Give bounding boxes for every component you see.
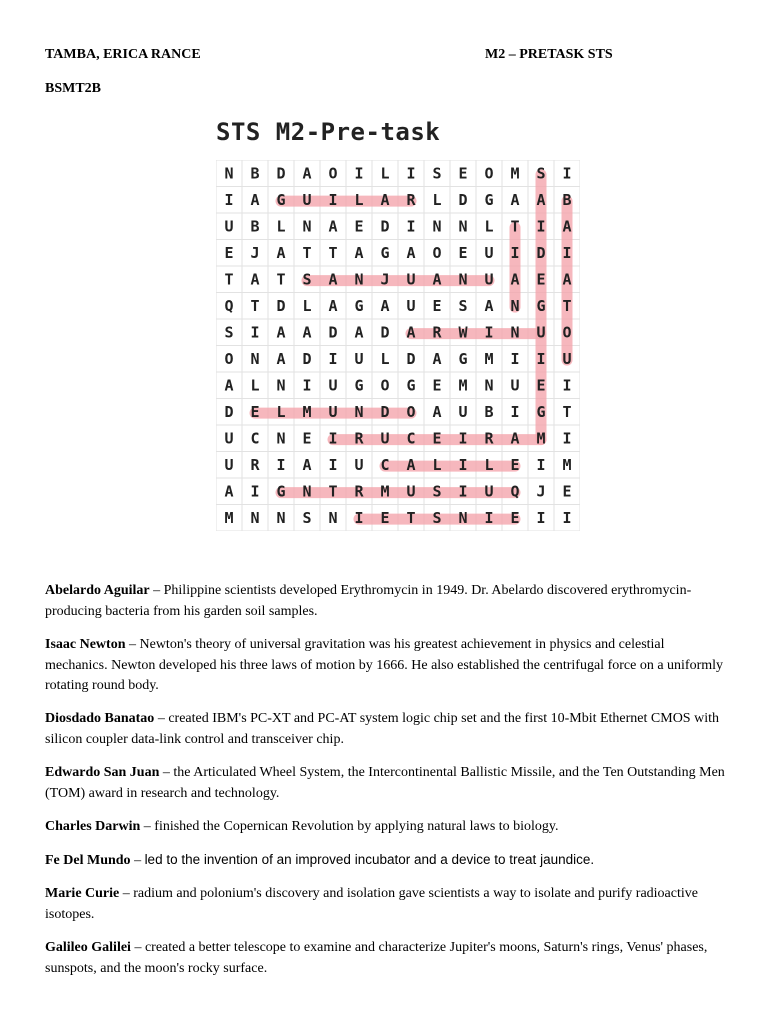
grid-letter: G (354, 296, 364, 315)
grid-letter: A (406, 455, 416, 474)
grid-letter: I (250, 323, 260, 342)
grid-letter: I (562, 376, 572, 395)
grid-letter: U (536, 323, 546, 342)
grid-letter: A (224, 482, 234, 501)
entry-name: Edwardo San Juan (45, 765, 160, 780)
grid-letter: L (250, 376, 260, 395)
grid-letter: A (250, 270, 260, 289)
grid-letter: U (224, 455, 234, 474)
grid-letter: I (536, 217, 546, 236)
grid-letter: R (484, 429, 494, 448)
grid-letter: A (354, 243, 364, 262)
grid-letter: U (380, 429, 390, 448)
entry-curie: Marie Curie – radium and polonium's discovery and isolation gave scientists a way to isolate and purify radioactive isotopes. (45, 886, 698, 922)
grid-letter: I (250, 482, 260, 501)
grid-letter: E (354, 217, 364, 236)
grid-letter: T (510, 217, 520, 236)
grid-letter: M (562, 455, 572, 474)
entry-aguilar: Abelardo Aguilar – Philippine scientists developed Erythromycin in 1949. Dr. Abelardo discovered erythromycin-producing bacteria from his garden soil samples. (45, 583, 692, 619)
grid-letter: I (536, 349, 546, 368)
grid-letter: Q (510, 482, 520, 501)
student-name: TAMBA, ERICA RANCE (45, 47, 201, 62)
grid-letter: I (354, 508, 364, 527)
grid-letter: E (510, 508, 520, 527)
grid-letter: N (276, 376, 286, 395)
grid-letter: T (328, 243, 338, 262)
grid-letter: M (510, 164, 520, 183)
entry-name: Isaac Newton (45, 637, 126, 652)
grid-letter: I (458, 429, 468, 448)
grid-letter: A (380, 296, 390, 315)
grid-letter: N (510, 323, 520, 342)
grid-letter: I (354, 164, 364, 183)
entry-name: Abelardo Aguilar (45, 583, 150, 598)
grid-letter: N (458, 508, 468, 527)
grid-letter: E (380, 508, 390, 527)
grid-letter: I (510, 402, 520, 421)
grid-letter: I (562, 164, 572, 183)
grid-letter: I (510, 349, 520, 368)
entry-name: Galileo Galilei (45, 940, 131, 955)
task-title: M2 – PRETASK STS (485, 47, 613, 62)
grid-letter: N (276, 508, 286, 527)
entry-name: Diosdado Banatao (45, 711, 155, 726)
grid-letter: I (484, 508, 494, 527)
grid-letter: A (406, 243, 416, 262)
grid-letter: S (432, 164, 442, 183)
grid-letter: I (562, 429, 572, 448)
grid-letter: R (354, 482, 364, 501)
grid-letter: E (536, 270, 546, 289)
grid-letter: I (406, 217, 416, 236)
grid-letter: G (276, 190, 286, 209)
grid-letter: N (484, 376, 494, 395)
entry-name: Fe Del Mundo (45, 853, 131, 868)
grid-letter: R (406, 190, 416, 209)
grid-letter: T (562, 402, 572, 421)
grid-letter: D (276, 296, 286, 315)
grid-letter: U (484, 482, 494, 501)
grid-letter: S (432, 508, 442, 527)
grid-letter: E (562, 482, 572, 501)
grid-letter: G (458, 349, 468, 368)
grid-letter: N (354, 402, 364, 421)
grid-letter: N (276, 429, 286, 448)
grid-letter: O (328, 164, 338, 183)
grid-letter: E (432, 429, 442, 448)
grid-letter: M (380, 482, 390, 501)
grid-letter: I (458, 455, 468, 474)
grid-letter: U (354, 455, 364, 474)
grid-letter: S (432, 482, 442, 501)
grid-letter: U (562, 349, 572, 368)
grid-letter: A (276, 323, 286, 342)
grid-letter: O (406, 402, 416, 421)
grid-letter: A (536, 190, 546, 209)
grid-letter: D (380, 217, 390, 236)
grid-letter: E (432, 376, 442, 395)
grid-letter: I (562, 508, 572, 527)
grid-letter: N (432, 217, 442, 236)
grid-letter: T (562, 296, 572, 315)
grid-letter: U (510, 376, 520, 395)
grid-letter: A (432, 349, 442, 368)
entry-desc: Philippine scientists developed Erythromycin in 1949. Dr. Abelardo discovered erythromycin-producing bacteria from his garden soil samples. (45, 583, 692, 619)
grid-letter: L (380, 349, 390, 368)
grid-letter: U (406, 270, 416, 289)
grid-letter: E (224, 243, 234, 262)
grid-letter: N (328, 508, 338, 527)
word-search-svg (216, 160, 580, 531)
grid-letter: S (302, 508, 312, 527)
grid-letter: O (380, 376, 390, 395)
grid-letter: A (328, 217, 338, 236)
grid-letter: A (328, 296, 338, 315)
grid-letter: S (536, 164, 546, 183)
entry-name: Charles Darwin (45, 819, 141, 834)
grid-letter: R (250, 455, 260, 474)
grid-letter: R (354, 429, 364, 448)
grid-letter: U (224, 429, 234, 448)
grid-letter: N (458, 270, 468, 289)
grid-letter: C (406, 429, 416, 448)
entry-darwin: Charles Darwin – finished the Copernican Revolution by applying natural laws to biology. (45, 819, 559, 834)
grid-letter: U (354, 349, 364, 368)
entry-desc: Newton's theory of universal gravitation was his greatest achievement in physics and celestial mechanics. Newton developed his three laws of motion by 1666. He also established the centrifugal force on a uniformly rotating round body. (45, 637, 724, 693)
grid-letter: A (510, 429, 520, 448)
grid-letter: O (562, 323, 572, 342)
grid-letter: M (484, 349, 494, 368)
grid-letter: S (302, 270, 312, 289)
entry-desc: the Articulated Wheel System, the Intercontinental Ballistic Missile, and the Ten Outstanding Men (TOM) award in research and technology. (45, 765, 725, 801)
grid-letter: N (510, 296, 520, 315)
word-search-grid (216, 160, 580, 531)
grid-letter: U (406, 296, 416, 315)
grid-letter: L (276, 402, 286, 421)
entry-galilei: Galileo Galilei – created a better telescope to examine and characterize Jupiter's moons, Saturn's rings, Venus' phases, sunspots, and the moon's rocky surface. (45, 940, 708, 976)
grid-letter: E (536, 376, 546, 395)
grid-letter: S (224, 323, 234, 342)
grid-letter: A (328, 270, 338, 289)
entry-desc: led to the invention of an improved incubator and a device to treat jaundice. (144, 852, 595, 867)
entry-name: Marie Curie (45, 886, 120, 901)
entry-desc: radium and polonium's discovery and isolation gave scientists a way to isolate and purify radioactive isotopes. (45, 886, 698, 922)
grid-letter: N (250, 349, 260, 368)
grid-letter: M (536, 429, 546, 448)
grid-letter: N (302, 482, 312, 501)
grid-letter: N (458, 217, 468, 236)
grid-letter: E (302, 429, 312, 448)
grid-letter: T (328, 482, 338, 501)
grid-letter: E (458, 243, 468, 262)
grid-letter: G (406, 376, 416, 395)
grid-letter: I (458, 482, 468, 501)
grid-letter: O (484, 164, 494, 183)
grid-letter: A (562, 270, 572, 289)
grid-letter: A (380, 190, 390, 209)
grid-letter: A (224, 376, 234, 395)
grid-letter: A (432, 270, 442, 289)
grid-letter: U (328, 376, 338, 395)
grid-letter: D (224, 402, 234, 421)
grid-letter: J (380, 270, 390, 289)
grid-letter: B (250, 164, 260, 183)
grid-letter: I (302, 376, 312, 395)
grid-letter: D (458, 190, 468, 209)
entry-newton: Isaac Newton – Newton's theory of universal gravitation was his greatest achievement in physics and celestial mechanics. Newton developed his three laws of motion by 1666. He also established the centrifugal force on a uniformly rotating round body. (45, 637, 724, 693)
grid-letter: A (562, 217, 572, 236)
student-section: BSMT2B (45, 81, 102, 96)
grid-letter: A (302, 455, 312, 474)
entry-del-mundo: Fe Del Mundo – led to the invention of an improved incubator and a device to treat jaundice. (45, 852, 595, 868)
grid-letter: O (432, 243, 442, 262)
grid-letter: E (510, 455, 520, 474)
grid-letter: I (562, 243, 572, 262)
grid-letter: G (484, 190, 494, 209)
puzzle-title: STS M2-Pre-task (216, 118, 441, 146)
grid-letter: A (406, 323, 416, 342)
grid-letter: L (380, 164, 390, 183)
grid-letter: I (328, 429, 338, 448)
grid-letter: J (536, 482, 546, 501)
grid-letter: I (484, 323, 494, 342)
grid-letter: L (302, 296, 312, 315)
grid-letter: I (328, 190, 338, 209)
grid-letter: B (250, 217, 260, 236)
grid-letter: B (484, 402, 494, 421)
grid-letter: A (302, 323, 312, 342)
grid-letter: I (510, 243, 520, 262)
grid-letter: T (224, 270, 234, 289)
entry-san-juan: Edwardo San Juan – the Articulated Wheel System, the Intercontinental Ballistic Missile, and the Ten Outstanding Men (TOM) award in research and technology. (45, 765, 725, 801)
grid-letter: N (224, 164, 234, 183)
grid-letter: Q (224, 296, 234, 315)
grid-letter: U (458, 402, 468, 421)
grid-letter: G (536, 296, 546, 315)
grid-letter: G (536, 402, 546, 421)
grid-letter: N (250, 508, 260, 527)
grid-letter: I (536, 455, 546, 474)
grid-letter: M (224, 508, 234, 527)
grid-letter: E (458, 164, 468, 183)
grid-letter: I (536, 508, 546, 527)
grid-letter: C (380, 455, 390, 474)
grid-letter: A (510, 190, 520, 209)
grid-letter: I (328, 349, 338, 368)
grid-letter: A (510, 270, 520, 289)
grid-letter: O (224, 349, 234, 368)
grid-letter: L (354, 190, 364, 209)
grid-letter: B (562, 190, 572, 209)
grid-letter: D (536, 243, 546, 262)
grid-letter: M (458, 376, 468, 395)
grid-letter: G (354, 376, 364, 395)
grid-letter: R (432, 323, 442, 342)
grid-letter: L (432, 455, 442, 474)
grid-letter: M (302, 402, 312, 421)
grid-letter: D (380, 402, 390, 421)
grid-letter: N (354, 270, 364, 289)
grid-letter: G (380, 243, 390, 262)
grid-letter: A (302, 164, 312, 183)
grid-letter: A (484, 296, 494, 315)
grid-letter: A (432, 402, 442, 421)
grid-letter: D (406, 349, 416, 368)
grid-letter: S (458, 296, 468, 315)
grid-letter: U (224, 217, 234, 236)
grid-letter: C (250, 429, 260, 448)
grid-letter: T (276, 270, 286, 289)
grid-letter: T (406, 508, 416, 527)
grid-letter: A (276, 349, 286, 368)
grid-letter: D (328, 323, 338, 342)
grid-letter: A (276, 243, 286, 262)
grid-letter: E (250, 402, 260, 421)
grid-letter: E (432, 296, 442, 315)
grid-letter: I (276, 455, 286, 474)
grid-letter: D (302, 349, 312, 368)
grid-letter: A (250, 190, 260, 209)
entry-banatao: Diosdado Banatao – created IBM's PC-XT and PC-AT system logic chip set and the first 10-Mbit Ethernet CMOS with silicon coupler data-link control and transceiver chip. (45, 711, 719, 747)
grid-letter: U (484, 243, 494, 262)
grid-letter: I (328, 455, 338, 474)
grid-letter: L (432, 190, 442, 209)
grid-letter: A (354, 323, 364, 342)
grid-letter: U (406, 482, 416, 501)
grid-letter: I (224, 190, 234, 209)
grid-letter: J (250, 243, 260, 262)
grid-letter: U (302, 190, 312, 209)
grid-letter: T (250, 296, 260, 315)
grid-letter: L (276, 217, 286, 236)
grid-letter: G (276, 482, 286, 501)
grid-letter: L (484, 217, 494, 236)
grid-letter: L (484, 455, 494, 474)
entry-desc: created IBM's PC-XT and PC-AT system logic chip set and the first 10-Mbit Ethernet CMOS with silicon coupler data-link control and transceiver chip. (45, 711, 719, 747)
grid-letter: N (302, 217, 312, 236)
entry-desc: finished the Copernican Revolution by applying natural laws to biology. (154, 819, 559, 834)
grid-letter: D (276, 164, 286, 183)
grid-letter: W (458, 323, 468, 342)
grid-letter: I (406, 164, 416, 183)
grid-letter: U (328, 402, 338, 421)
grid-letter: D (380, 323, 390, 342)
grid-letter: U (484, 270, 494, 289)
grid-letter: T (302, 243, 312, 262)
entry-desc: created a better telescope to examine and characterize Jupiter's moons, Saturn's rings, Venus' phases, sunspots, and the moon's rocky surface. (45, 940, 708, 976)
